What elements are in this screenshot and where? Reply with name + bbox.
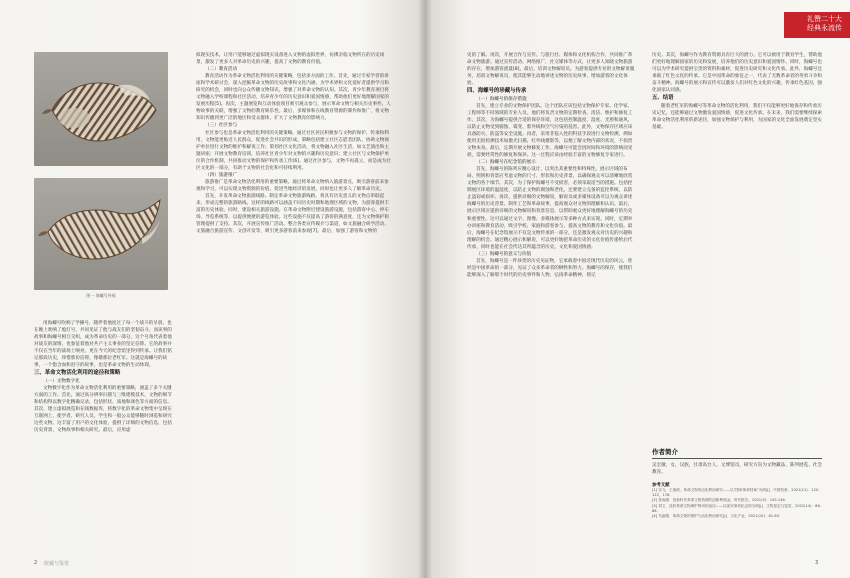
reference-item: [4] 马丽娟．革命文物的保护与活化利用研究[J]．文化产业，2021(10)：61-63. [652,514,781,519]
paragraph: 首先，开发革命文物旅游线路。制定革命文物旅游线路，将具有历史意义的文物点串联起来，形成完整的旅游路线。这样的线路可以涵盖不同历史时期和地理区域的文物，为游客提供丰富的历史体验。同时，建设相关旅游设施。在革命文物附近建设旅游设施，包括游客中心、停车场、导览系统等，以提供便捷的游览体验。这些设施不仅提高了游客的满意度，还为文物保护和管理提供了支持。其次，开展宣传推广活动。整合各类宣传媒介与渠道，如文旅融合研学活动、文旅融合旅游宣传、文创开发等，吸引更多游客前来参观[7]。最后，加强了游客和文物的 [196,193,389,235]
subsection-heading: （三）海螺号的意义与价值 [476,251,532,257]
subsection-heading: （三）社区参与 [205,123,238,129]
banner-text [807,15,842,33]
conch-photo-top [34,52,168,166]
paragraph: 首先，海螺号的陈列应精心设计，以突出其重要性和特殊性。展示区域的布局、照明和背景应考虑文物的尺寸、形状和历史背景，以确保观众可以清晰地欣赏文物的各个细节。其次，为了保护海螺号不受损害，必须采取适当的措施。包括控制展区环境的温湿度，以防止文物的腐蚀和老化。还要建立完备的监控系统，以防止盗窃或损坏。再次，提供详细的文物解说，解说员或多媒体设备可以为观众讲述海螺号的历史背景、制作工艺和革命故事，提高观众对文物的理解和认识。最后，展示区域应提供详细的文物解说和背景信息，以帮助观众更好地理解海螺号的历史和重要性。这可以通过文字、图像、多媒体展示等多种方式来实现。同时，定期举办讲座和教育活动，吸引学校、家庭和游客参与，提高文物的教育和文化价值。最后，海螺号在纪念馆展示不仅是文物传承的一部分，还是激发观众对历史的兴趣和理解的机会。通过精心展示和解说，可以更好地把革命历史的文化价值传递给后代传承，同时也能在社会传达其所蕴含的历史、文化和爱国情感。 [467,167,633,250]
reference-item: [1] 吴飞，王战坡，革命文物的活化利用研究——以"国家革命档案"为例[J]．中国档案，2021(11)：120-122，176. [652,488,820,498]
paragraph: 拟现实技术，让用户能够通过虚拟现实设备进入文物的虚拟世界，仿佛亲临文物所在的历史场景，激发了更多人对革命历史的兴趣，提高了文物的教育价值。 [196,53,385,66]
author-bio: 吴宏敏，女，汉族，甘肃高台人，文博馆员，研究方向为文物藏品、陈列展览、社会教育。 [652,463,822,475]
references-list [652,488,822,519]
left-footer-title: 收藏与鉴赏 [44,561,70,567]
subsection-heading: （一）海螺号的保存措施 [476,96,527,102]
figure-caption: 图一 海螺号外观 [86,293,116,298]
left-column-2 [196,52,392,235]
right-column-2 [652,52,822,131]
paragraph: 历史。其次，海螺号作为教育资源具有巨大的潜力。它可以被用于教育学生，帮助他们更好地理解国家的历史和发展，培养他们的历史意识和爱国情怀。同时，海螺号也可以为学术研究提供宝贵的资料和素材，促进历史研究和文化传承。此外，海螺号还承载了红色文化的传承。它是中国革命的象征之一，代表了无数革命者的英勇斗争和奋斗精神。海螺号的展示和宣传可以激发人们对红色文化的兴趣，传承红色基因，强化国家认同感。 [652,53,822,94]
author-box [652,447,822,519]
right-column-1 [467,52,635,279]
page-gutter-shadow [418,0,432,578]
left-page-number: 2 [34,560,38,566]
paragraph: 文物数字化作为革命文物活化利用的重要策略，涵盖了多个关键方面的工作。首先，通过高分辨率扫描与三维建模技术，文物的细节和结构得以数字化精确记录，包括形状、质地和颜色等方面的信息。其次，建立虚拟展览和在线数据库，将数字化的革命文物集中呈现在互联网上，使学者、研究人员、学生和一般公众能够随时浏览和研究这些文物。这丰富了用户的文化体验，提供了详细的文物信息，包括历史背景、文物故事和相关研究。最后，应用虚 [34,385,172,434]
paragraph: 旅游推广是革命文物活化利用的重要策略。通过将革命文物纳入旅游景点，吸引游客前来参观和学习，可以实现文物资源的价值，促进当地经济的发展，同时也让更多人了解革命历史。 [196,179,389,192]
paragraph: 首先，海螺号是一件珍贵的历史见证物，它承载着中国近现代历史的风云，曾经是中国革命的一部分，见证了众多革命者的牺牲和努力。海螺号的保存，使我们能够深入了解那个时代的历史事件和人物，弘扬革命精神，铭记 [467,258,633,278]
left-column-1 [34,320,174,434]
reference-item: [3] 刘文．浅析革命文物保护利用的途径——以延安革命纪念馆为例[J]．文物鉴定与鉴赏，2022(14)：86-88. [652,503,822,513]
paragraph: 随着老红军的海螺号等革命文物的活化利用，我们不仅能够更好地保存和传承历史记忆，还能够通过文物激发爱国情感，促进文化传承。在未来，我们需要继续探索革命文物活化利用的新途径，加强文物保护与利用，为国家的文化全面发展奠定坚实基础。 [652,103,822,130]
reference-item: [2] 张雨涵．论新时代革命文物资源的创新利用[J]．时代报告，2021(5)：145-146. [652,498,786,503]
section-heading: 五、结语 [652,95,674,102]
subsection-heading: （二）教育活动 [205,67,238,73]
conch-photo-bottom [34,178,168,290]
section-heading: 四、海螺号的珍藏与传承 [467,88,527,95]
subsection-heading: （一）文物数字化 [43,378,80,384]
conch-shell-image-1 [34,52,168,166]
paragraph: 史的了解。再次，开展合作与宣传。与旅行社、媒体和文化机构合作，共同推广革命文物旅游。通过宣传活动、网络推广，社交媒体等方式，让更多人知晓文物旅游的存在，增加游客流量[8]。最后，培训文物解说员。为游客提供专业的文物解说服务，培训文物解说员，使其能够生动地讲述文物的历史故事，增加游客的文化体验。 [467,53,635,87]
paragraph: 首先，建立专业的文物保护团队。这个团队应该包括文物保护专家、化学家、工程师等不同领域的专业人员。他们将负责文物的定期检查、清洁、维护和修复工作。其次，为海螺号提供合适的保存环境，这包括控制温度、湿度、光照和通风，以防止文物受到腐蚀、霉变、紫外线和空气污染的侵害。此外，文物保存区域应该具备防火、防盗等安全设施。再者，采用非侵入性的科技手段进行文物检测，例如使用无损检测技术如激光扫描、红外线摄影等，以便了解文物内部的状况，不损害文物本身。最后，定期开展文物修复工作，海螺号可能会因时间和环境的影响而受损，需要经常性的修复和保养。这一过程应该由经验丰富的文物修复专家进行。 [467,103,633,159]
right-page [425,0,850,578]
paragraph: 用海螺号吹响了学操号，随伴着他度过了每一个战斗的早晨，也在晚上吹响了熄灯号，共同见证了他与战友们的坚韧奋斗。而该事的故事和海螺号相互交织，成为革命历史的一部分。这个号角代表着他对战友的深情，也象征着他对共产主义事业的坚定信仰。它的故事并不仅在当年的战场上响亮，更在今天的纪念馆里得到传承。让我们铭记那段历史，珍惜那份信仰，像敬那位老红军。这就是海螺号的故事，一个饱含血和泪守的故事，也是革命文物的生动体现。 [34,321,172,369]
banner-line-1: 礼赞二十大 [807,15,842,23]
section-heading: 三、革命文物活化利用的途径和策略 [34,370,121,377]
author-title: 作者简介 [652,447,822,459]
references-title: 参考文献 [652,483,670,488]
paragraph: 社区参与也是革命文物活化利用的关键策略。通过社区居民积极参与文物的保护、传承和利用，文物能更贴近人民群众，促进社会共识的形成。策略包括建立社区志愿者团队，协助文物保护单位进行文物的维护和解说工作；策划社区文化活动，将文物融入社区生活，如文艺演出和主题讲座；开展文物教育培训，培养社区青少年对文物的兴趣和历史意识；建立社区与文物保护单位的合作机制，共同推动文物的保护和传承工作[6]。通过社区参与，文物不再孤立，而是成为社区文化的一部分，有助于文物的社会化和可持续利用。 [196,130,391,171]
conch-shell-image-2 [34,178,168,290]
right-page-number: 3 [815,560,819,566]
banner-line-2: 经典永流传 [807,24,842,32]
subsection-heading: （四）旅游推广 [205,172,238,178]
paragraph: 教育活动作为革命文物活化利用的关键策略，包括多方面的工作。首先，通过专家学者的讲座和学术研讨会，深入挖掘革命文物的历史故事和文化内涵，为学术界和文化爱好者提供学习和研究的机会，同时也向公众传播文物知识，增强了对革命文物的认知。其次，青少年教育项目将文物融入学校课程和社区活动，培养青少年的历史意识和爱国情感，帮助他们更好地理解国家的发展历程[5]。再次，主题展览和互动体验项目吸引观众参与，展示革命文物与相关历史事件、人物故事的关联，增强了文物的教育娱乐性。最后，多媒体和在线教育资源的制作和推广，将文物知识传播到更广泛的地区和受众群体，扩大了文物教育的影响力。 [196,74,391,122]
subsection-heading: （二）海螺号在纪念馆的展示 [476,160,536,166]
